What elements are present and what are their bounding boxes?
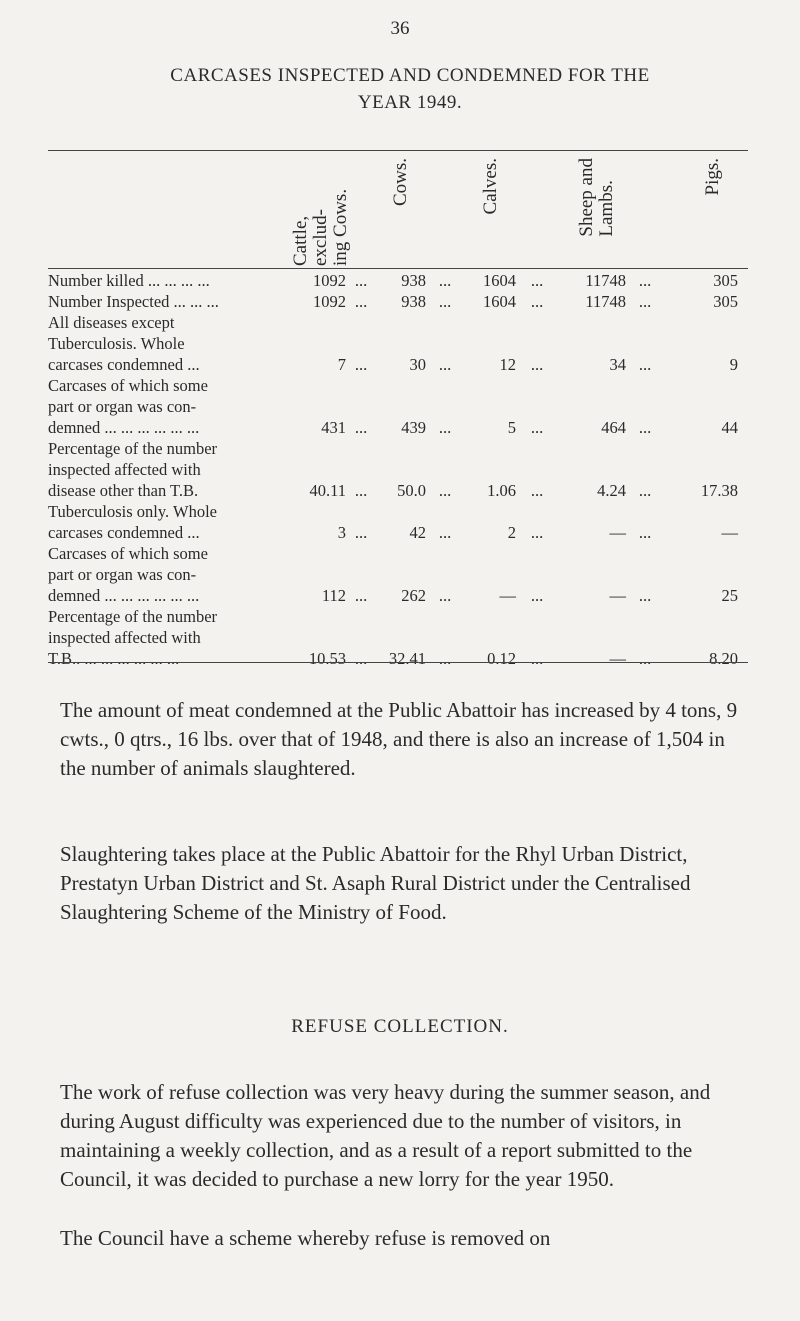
cell-cows: 42 [409, 523, 426, 542]
cell-cows: 262 [401, 586, 426, 605]
cell-pigs: 9 [729, 355, 738, 374]
paragraph-refuse-collection: The work of refuse collection was very heavy during the summer season, and during August difficulty was experienced due to the number of visitors, in maintaining a weekly collection, and as a result of a report submitted to the Council, it was decided to purchase a new lorry for the year 1950. [60, 1080, 711, 1191]
table-row [48, 543, 748, 606]
cell-cattle: 1092 [313, 292, 346, 311]
leader-dots: ... [638, 481, 652, 500]
row-label: Number killed ... ... ... ... [48, 271, 210, 290]
row-label: Percentage of the number inspected affected with disease other than T.B. [48, 439, 218, 500]
leader-dots: ... [438, 586, 452, 605]
cell-cows: 938 [401, 292, 426, 311]
table-header [48, 154, 748, 266]
cell-cows: 30 [409, 355, 426, 374]
leader-dots: ... [530, 418, 544, 437]
cell-cows: 50.0 [397, 481, 426, 500]
row-label: Percentage of the number inspected affected with T.B.. ... ... ... ... ... ... [48, 607, 218, 668]
cell-calves: 1604 [483, 271, 516, 290]
leader-dots: ... [530, 586, 544, 605]
table-row [48, 270, 748, 291]
leader-dots: ... [638, 271, 652, 290]
table-row [48, 501, 748, 543]
table-top-rule [48, 150, 748, 151]
cell-cattle: 7 [337, 355, 346, 374]
cell-sheep-lambs: 11748 [585, 271, 626, 290]
cell-cattle: 1092 [313, 271, 346, 290]
table-row [48, 375, 748, 438]
leader-dots: ... [438, 481, 452, 500]
leader-dots: ... [438, 271, 452, 290]
cell-cows: 32.41 [388, 649, 426, 668]
cell-pigs: — [721, 523, 738, 542]
paragraph-slaughtering: Slaughtering takes place at the Public Abattoir for the Rhyl Urban District, Prestatyn Urban District and St. Asaph Rural District under the Centralised Slaughtering Scheme of the Ministry of Food. [60, 842, 691, 924]
section-heading-refuse-collection: REFUSE COLLECTION. [291, 1016, 509, 1037]
cell-cattle: 10.53 [308, 649, 346, 668]
leader-dots: ... [530, 292, 544, 311]
cell-sheep-lambs: 464 [601, 418, 626, 437]
leader-dots: ... [530, 649, 544, 668]
cell-pigs: 17.38 [700, 481, 738, 500]
leader-dots: ... [530, 355, 544, 374]
row-label: Tuberculosis only. Whole carcases condemned ... [48, 502, 217, 542]
cell-calves: 12 [499, 355, 516, 374]
leader-dots: ... [638, 649, 652, 668]
cell-sheep-lambs: 34 [609, 355, 626, 374]
leader-dots: ... [638, 418, 652, 437]
table-row [48, 606, 748, 669]
row-label: All diseases except Tuberculosis. Whole carcases condemned ... [48, 313, 200, 374]
leader-dots: ... [438, 418, 452, 437]
leader-dots: ... [530, 523, 544, 542]
leader-dots: ... [354, 523, 368, 542]
leader-dots: ... [438, 292, 452, 311]
paragraph-council-scheme: The Council have a scheme whereby refuse is removed on [60, 1226, 551, 1250]
table-header-rule [48, 268, 748, 269]
cell-pigs: 25 [721, 586, 738, 605]
cell-calves: 1.06 [487, 481, 516, 500]
cell-pigs: 305 [713, 271, 738, 290]
leader-dots: ... [438, 649, 452, 668]
cell-calves: 1604 [483, 292, 516, 311]
leader-dots: ... [438, 523, 452, 542]
paragraph-meat-condemned: The amount of meat condemned at the Public Abattoir has increased by 4 tons, 9 cwts., 0 qtrs., 16 lbs. over that of 1948, and there is also an increase of 1,504 in the number of animals slaughtered. [60, 698, 738, 780]
cell-cattle: 40.11 [309, 481, 346, 500]
cell-pigs: 8.20 [709, 649, 738, 668]
column-header-pigs: Pigs. [702, 158, 723, 196]
cell-calves: 0.12 [487, 649, 516, 668]
title-line-1: CARCASES INSPECTED AND CONDEMNED FOR THE [170, 65, 650, 86]
cell-cows: 439 [401, 418, 426, 437]
cell-calves: 5 [507, 418, 516, 437]
cell-cattle: 3 [337, 523, 346, 542]
column-header-calves: Calves. [480, 158, 501, 215]
cell-sheep-lambs: — [609, 523, 626, 542]
row-label: Number Inspected ... ... ... [48, 292, 219, 311]
leader-dots: ... [638, 523, 652, 542]
table-bottom-rule [48, 662, 748, 663]
leader-dots: ... [438, 355, 452, 374]
cell-calves: 2 [507, 523, 516, 542]
cell-calves: — [499, 586, 516, 605]
leader-dots: ... [354, 271, 368, 290]
column-header-cattle: Cattle, exclud- ing Cows. [290, 188, 351, 266]
page-title [60, 62, 760, 116]
cell-pigs: 44 [721, 418, 738, 437]
table-row [48, 291, 748, 312]
cell-sheep-lambs: — [609, 586, 626, 605]
cell-cattle: 112 [321, 586, 346, 605]
leader-dots: ... [638, 355, 652, 374]
row-label: Carcases of which some part or organ was con- demned ... ... ... ... ... ... [48, 376, 208, 437]
column-header-cows: Cows. [390, 158, 411, 207]
cell-pigs: 305 [713, 292, 738, 311]
cell-sheep-lambs: 4.24 [597, 481, 626, 500]
leader-dots: ... [354, 481, 368, 500]
table-body [48, 270, 748, 669]
table-row [48, 312, 748, 375]
leader-dots: ... [354, 586, 368, 605]
leader-dots: ... [354, 418, 368, 437]
leader-dots: ... [530, 271, 544, 290]
leader-dots: ... [530, 481, 544, 500]
title-line-2: YEAR 1949. [357, 92, 463, 113]
column-header-sheep-lambs: Sheep and Lambs. [576, 158, 617, 237]
cell-cows: 938 [401, 271, 426, 290]
page-number: 36 [390, 18, 410, 39]
row-label: Carcases of which some part or organ was con- demned ... ... ... ... ... ... [48, 544, 208, 605]
leader-dots: ... [354, 355, 368, 374]
table-row [48, 438, 748, 501]
leader-dots: ... [354, 292, 368, 311]
cell-sheep-lambs: — [609, 649, 626, 668]
cell-cattle: 431 [321, 418, 346, 437]
leader-dots: ... [638, 586, 652, 605]
leader-dots: ... [638, 292, 652, 311]
leader-dots: ... [354, 649, 368, 668]
cell-sheep-lambs: 11748 [585, 292, 626, 311]
